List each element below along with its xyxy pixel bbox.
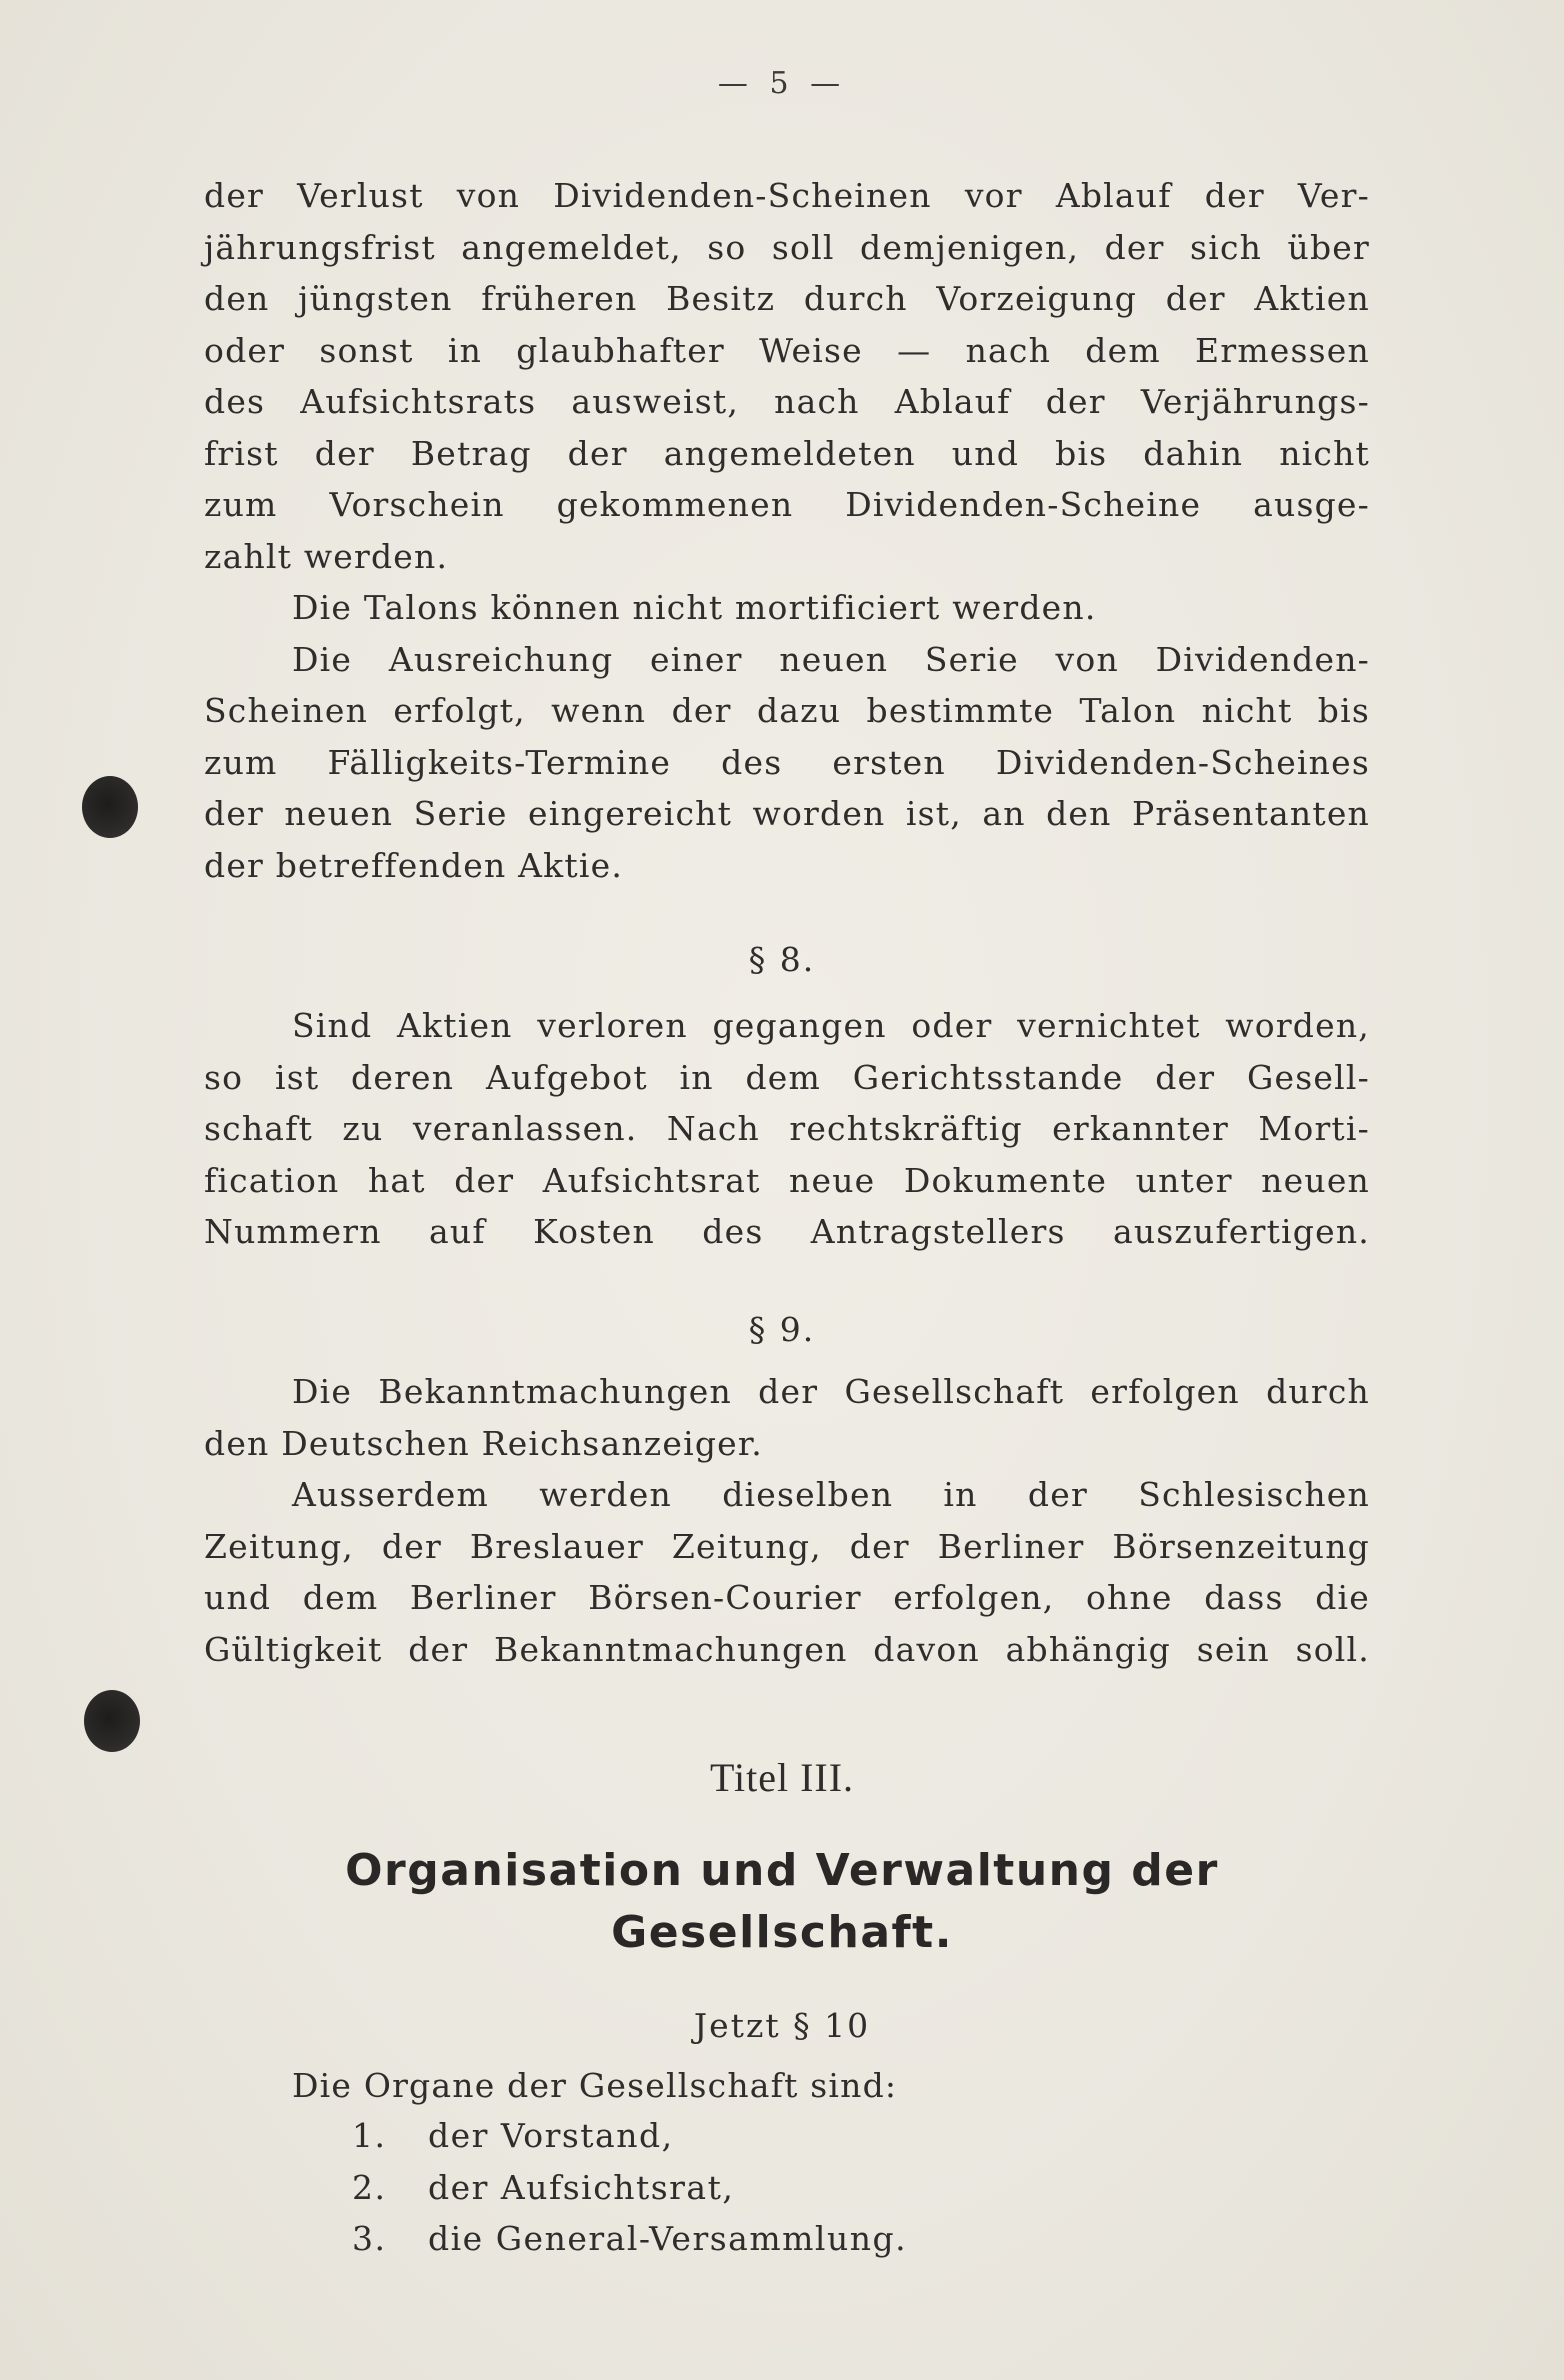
paragraph-section-10-intro	[204, 2060, 1370, 2112]
list-item-text: der Aufsichtsrat,	[428, 2167, 735, 2207]
text-line: Die Organe der Gesellschaft sind:	[292, 2066, 898, 2105]
text-line: Die Ausreichung einer neuen Serie von Dividenden-	[292, 639, 1370, 679]
section-heading	[0, 1840, 1564, 1964]
text-line: jährungsfrist angemeldet, so soll demjenigen, der sich über	[204, 227, 1370, 267]
section-10-label: Jetzt § 10	[693, 2006, 871, 2045]
section-8-label: § 8.	[748, 940, 816, 979]
text-line: Die Talons können nicht mortificiert werden.	[292, 588, 1097, 627]
text-line: oder sonst in glaubhafter Weise — nach dem Ermessen	[204, 330, 1370, 370]
paragraph-dividend-scheine	[204, 170, 1370, 891]
text-line: der neuen Serie eingereicht worden ist, an den Präsentanten	[204, 794, 1370, 833]
text-line: Ausserdem werden dieselben in der Schlesischen	[292, 1475, 1370, 1514]
text-line: Gültigkeit der Bekanntmachungen davon abhängig sein soll.	[204, 1629, 1370, 1669]
list-item-number: 1.	[352, 2116, 387, 2155]
text-line: frist der Betrag der angemeldeten und bis dahin nicht	[204, 433, 1370, 473]
text-line: so ist deren Aufgebot in dem Gerichtsstande der Gesell-	[204, 1057, 1370, 1097]
punch-hole	[84, 1690, 140, 1752]
title-part-3: Titel III.	[709, 1755, 855, 1800]
text-line: Sind Aktien verloren gegangen oder vernichtet worden,	[292, 1006, 1370, 1045]
list-item	[352, 2110, 907, 2162]
text-line: Zeitung, der Breslauer Zeitung, der Berliner Börsenzeitung	[204, 1526, 1370, 1566]
paragraph-section-8	[204, 1000, 1370, 1258]
text-line: und dem Berliner Börsen-Courier erfolgen, ohne dass die	[204, 1578, 1370, 1617]
text-line: schaft zu veranlassen. Nach rechtskräftig erkannter Morti-	[204, 1109, 1370, 1148]
organ-list	[352, 2110, 907, 2265]
text-line: den jüngsten früheren Besitz durch Vorzeigung der Aktien	[204, 279, 1370, 318]
text-line: der Verlust von Dividenden-Scheinen vor Ablauf der Ver-	[204, 176, 1370, 215]
text-line: Nummern auf Kosten des Antragstellers auszufertigen.	[204, 1212, 1370, 1251]
paragraph-section-9	[204, 1366, 1370, 1675]
text-line: der betreffenden Aktie.	[204, 845, 624, 885]
list-item-number: 3.	[352, 2219, 387, 2258]
text-line: des Aufsichtsrats ausweist, nach Ablauf der Verjährungs-	[204, 382, 1370, 421]
list-item-number: 2.	[352, 2167, 387, 2207]
text-line: zahlt werden.	[204, 536, 449, 576]
text-line: den Deutschen Reichsanzeiger.	[204, 1423, 763, 1463]
list-item-text: der Vorstand,	[428, 2116, 674, 2155]
heading-line: Gesellschaft.	[611, 1907, 953, 1958]
section-9-label: § 9.	[748, 1310, 816, 1349]
list-item	[352, 2213, 907, 2265]
text-line: Scheinen erfolgt, wenn der dazu bestimmte Talon nicht bis	[204, 691, 1370, 730]
list-item-text: die General-Versammlung.	[428, 2219, 908, 2258]
heading-line: Organisation und Verwaltung der	[345, 1845, 1219, 1896]
page-number: — 5 —	[717, 66, 847, 101]
punch-hole	[82, 776, 138, 838]
text-line: Die Bekanntmachungen der Gesellschaft erfolgen durch	[292, 1372, 1370, 1411]
text-line: zum Fälligkeits-Termine des ersten Dividenden-Scheines	[204, 742, 1370, 782]
text-line: fication hat der Aufsichtsrat neue Dokumente unter neuen	[204, 1160, 1370, 1200]
text-line: zum Vorschein gekommenen Dividenden-Scheine ausge-	[204, 485, 1370, 524]
list-item	[352, 2162, 907, 2214]
